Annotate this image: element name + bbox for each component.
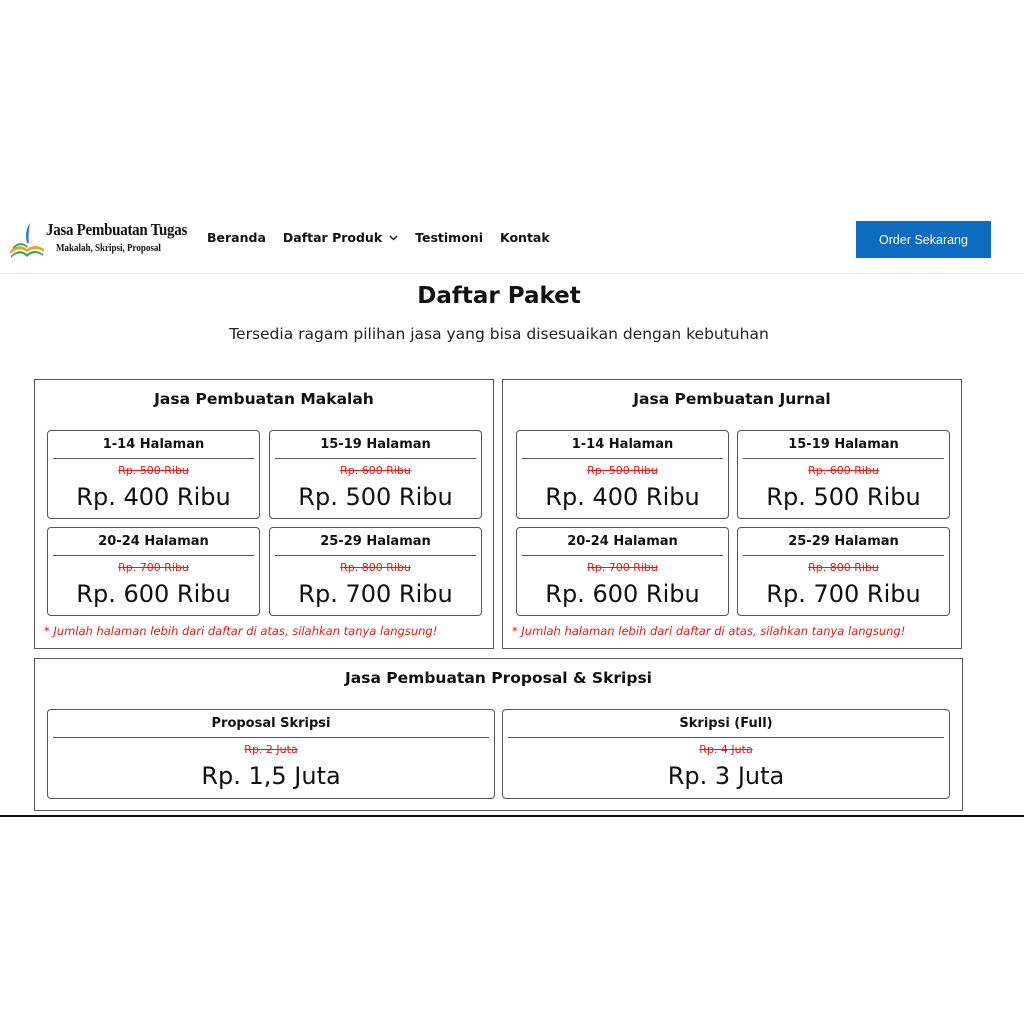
price: Rp. 1,5 Juta bbox=[201, 762, 341, 790]
price: Rp. 3 Juta bbox=[667, 762, 785, 790]
divider bbox=[522, 458, 723, 459]
nav-daftar-produk[interactable] bbox=[283, 230, 398, 245]
makalah-package-card[interactable] bbox=[47, 430, 260, 519]
old-price: Rp. 600 Ribu bbox=[808, 464, 879, 477]
divider bbox=[53, 458, 254, 459]
divider bbox=[743, 458, 944, 459]
old-price: Rp. 700 Ribu bbox=[118, 561, 189, 574]
makalah-package-card[interactable] bbox=[269, 430, 482, 519]
makalah-package-card[interactable] bbox=[269, 527, 482, 616]
bottom-divider bbox=[0, 815, 1024, 817]
price: Rp. 400 Ribu bbox=[76, 483, 231, 511]
price: Rp. 600 Ribu bbox=[545, 580, 700, 608]
divider bbox=[522, 555, 723, 556]
old-price: Rp. 500 Ribu bbox=[118, 464, 189, 477]
makalah-title: Jasa Pembuatan Makalah bbox=[154, 390, 374, 408]
divider bbox=[275, 555, 476, 556]
jurnal-package-card[interactable] bbox=[737, 430, 950, 519]
nav-testimoni[interactable]: Testimoni bbox=[415, 230, 483, 245]
proposal-section bbox=[34, 658, 963, 811]
site-header bbox=[0, 205, 1024, 274]
nav-daftar-produk-label: Daftar Produk bbox=[282, 230, 383, 245]
old-price: Rp. 600 Ribu bbox=[340, 464, 411, 477]
old-price: Rp. 800 Ribu bbox=[808, 561, 879, 574]
logo[interactable] bbox=[8, 219, 188, 261]
old-price: Rp. 700 Ribu bbox=[587, 561, 658, 574]
old-price: Rp. 800 Ribu bbox=[340, 561, 411, 574]
package-label: 25-29 Halaman bbox=[320, 534, 431, 549]
makalah-package-card[interactable] bbox=[47, 527, 260, 616]
jurnal-title: Jasa Pembuatan Jurnal bbox=[633, 390, 831, 408]
package-label: 1-14 Halaman bbox=[571, 437, 674, 452]
jurnal-note: * Jumlah halaman lebih dari daftar di atas, silahkan tanya langsung! bbox=[512, 624, 906, 638]
price: Rp. 500 Ribu bbox=[298, 483, 453, 511]
book-quill-icon bbox=[8, 221, 46, 259]
nav-beranda[interactable]: Beranda bbox=[207, 230, 266, 245]
proposal-package-card[interactable] bbox=[47, 709, 495, 799]
old-price: Rp. 4 Juta bbox=[699, 743, 753, 756]
jurnal-package-card[interactable] bbox=[516, 527, 729, 616]
price: Rp. 600 Ribu bbox=[76, 580, 231, 608]
makalah-note: * Jumlah halaman lebih dari daftar di atas, silahkan tanya langsung! bbox=[44, 624, 438, 638]
old-price: Rp. 2 Juta bbox=[244, 743, 298, 756]
package-label: 15-19 Halaman bbox=[788, 437, 899, 452]
jurnal-section bbox=[502, 379, 962, 649]
divider bbox=[53, 737, 489, 738]
brand-subtitle: Makalah, Skripsi, Proposal bbox=[56, 243, 161, 254]
brand-title: Jasa Pembuatan Tugas bbox=[46, 220, 188, 239]
proposal-package-card[interactable] bbox=[502, 709, 950, 799]
package-label: Proposal Skripsi bbox=[211, 716, 331, 731]
jurnal-package-card[interactable] bbox=[737, 527, 950, 616]
old-price: Rp. 500 Ribu bbox=[587, 464, 658, 477]
divider bbox=[743, 555, 944, 556]
jurnal-package-card[interactable] bbox=[516, 430, 729, 519]
price: Rp. 700 Ribu bbox=[766, 580, 921, 608]
package-label: 20-24 Halaman bbox=[567, 534, 678, 549]
proposal-title: Jasa Pembuatan Proposal & Skripsi bbox=[345, 669, 652, 687]
makalah-section bbox=[34, 379, 494, 649]
page-title: Daftar Paket bbox=[417, 283, 581, 309]
page-subtitle: Tersedia ragam pilihan jasa yang bisa disesuaikan dengan kebutuhan bbox=[229, 325, 769, 343]
divider bbox=[53, 555, 254, 556]
divider bbox=[508, 737, 944, 738]
nav-kontak[interactable]: Kontak bbox=[499, 230, 550, 245]
main-nav bbox=[207, 230, 567, 245]
order-now-button[interactable]: Order Sekarang bbox=[856, 221, 991, 258]
package-label: 20-24 Halaman bbox=[98, 534, 209, 549]
price: Rp. 500 Ribu bbox=[766, 483, 921, 511]
price: Rp. 700 Ribu bbox=[298, 580, 453, 608]
package-label: Skripsi (Full) bbox=[679, 716, 773, 731]
package-label: 1-14 Halaman bbox=[102, 437, 205, 452]
price: Rp. 400 Ribu bbox=[545, 483, 700, 511]
divider bbox=[275, 458, 476, 459]
chevron-down-icon bbox=[389, 235, 398, 241]
package-label: 15-19 Halaman bbox=[320, 437, 431, 452]
package-label: 25-29 Halaman bbox=[788, 534, 899, 549]
